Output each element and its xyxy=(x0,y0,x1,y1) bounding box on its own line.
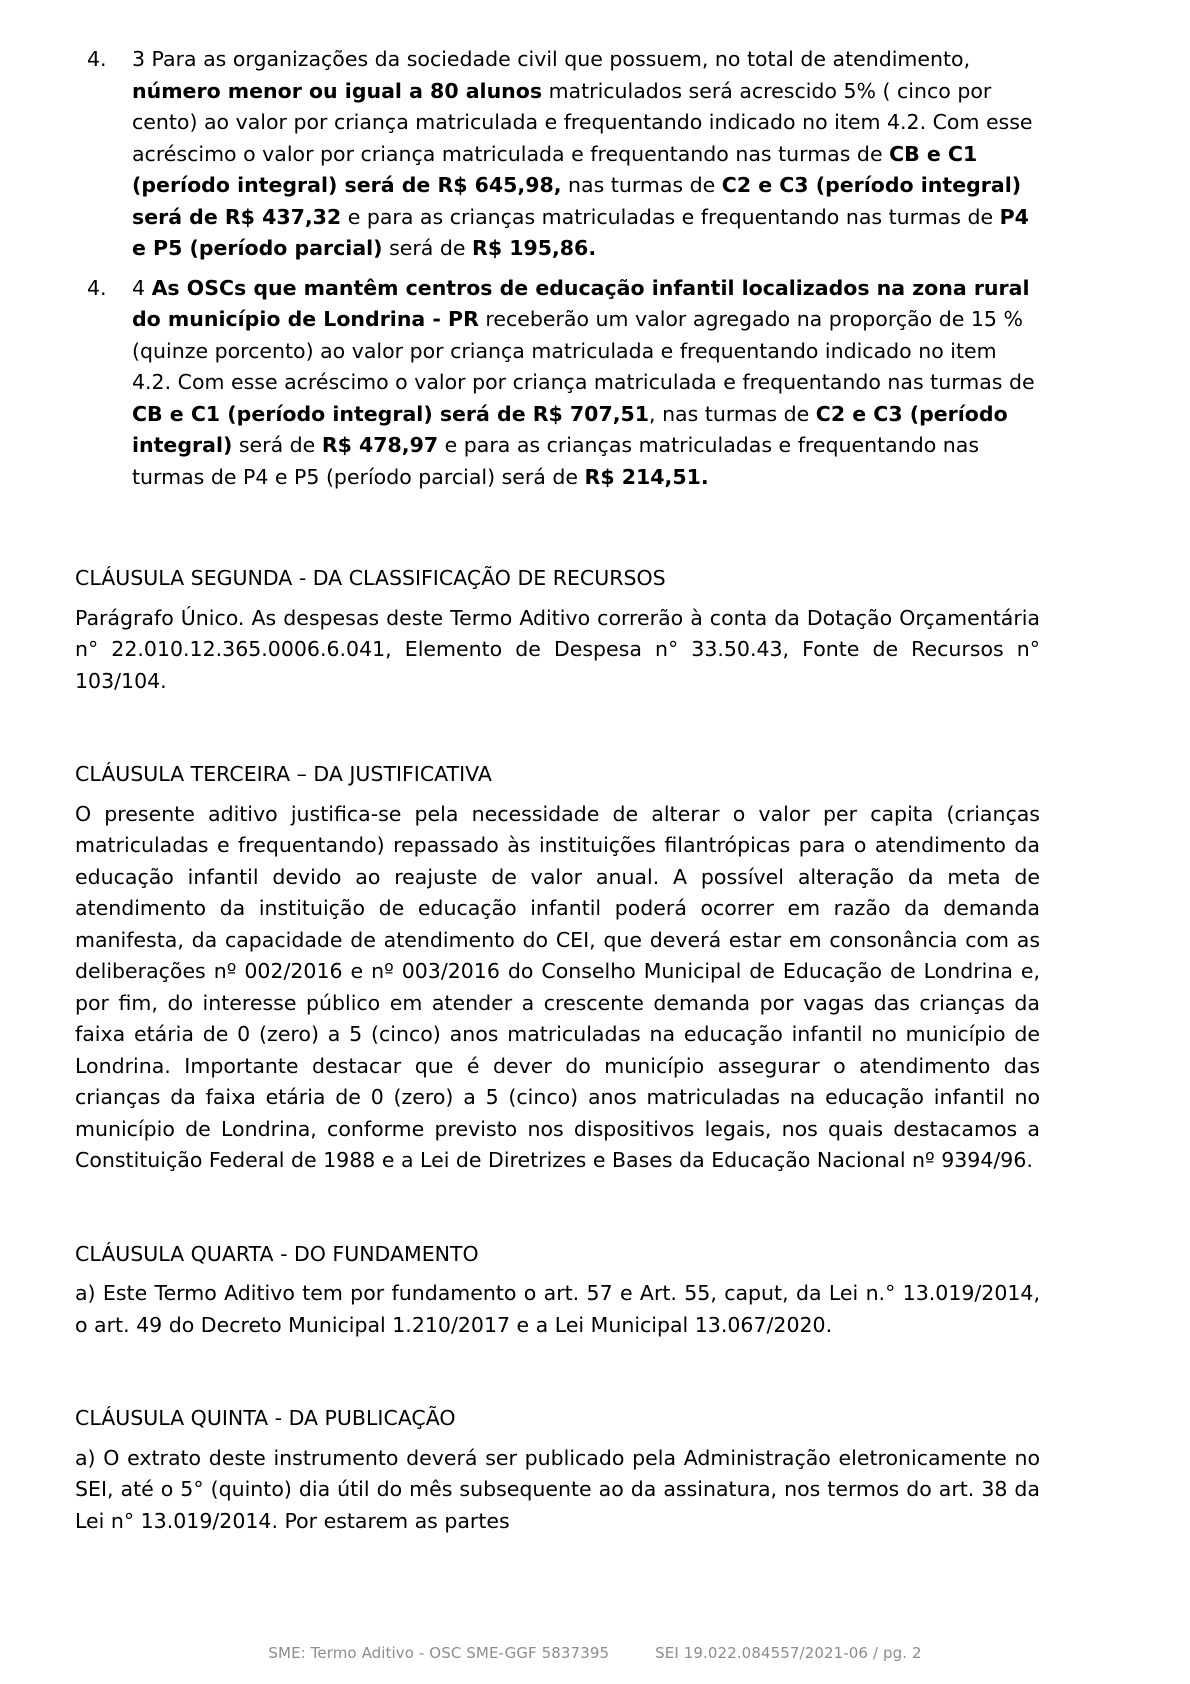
spacer xyxy=(75,791,1040,799)
section-heading-clausula-quarta: CLÁUSULA QUARTA - DO FUNDAMENTO xyxy=(75,1241,479,1266)
plain-text: nas turmas de xyxy=(561,173,722,197)
emphasis-text: P4 e P5 (período parcial) xyxy=(132,204,1029,260)
list-item xyxy=(75,44,1040,265)
section-body-clausula-quinta: a) O extrato deste instrumento deverá ser publicado pela Administração eletronicamente no SEI, até o 5° (quinto) dia útil do mês subsequente ao da assinatura, nos termos do art. 38 da Lei n° 13.019/2014. Por estarem as partes xyxy=(75,1445,1040,1533)
section-body-clausula-terceira: O presente aditivo justifica-se pela necessidade de alterar o valor per capita (crianças matriculadas e frequentando) repassado às instituições filantrópicas para o atendimento da educação infantil devido ao reajuste de valor anual. A possível alteração da meta de atendimento da instituição de educação infantil poderá ocorrer em razão da demanda manifesta, da capacidade de atendimento do CEI, que deverá estar em consonância com as deliberações nº 002/2016 e nº 003/2016 do Conselho Municipal de Educação de Londrina e, por fim, do interesse público em atender a crescente demanda por vagas das crianças da faixa etária de 0 (zero) a 5 (cinco) anos matriculadas na educação infantil no município de Londrina. Importante destacar que é dever do município assegurar o atendimento das crianças da faixa etária de 0 (zero) a 5 (cinco) anos matriculadas na educação infantil no município de Londrina, conforme previsto nos dispositivos legais, nos quais destacamos a Constituição Federal de 1988 e a Lei de Diretrizes e Bases da Educação Nacional nº 9394/96. xyxy=(75,801,1040,1172)
spacer xyxy=(75,1177,1040,1239)
plain-text: e para as crianças matriculadas e frequentando nas turmas de P4 e P5 (período parcial) será de xyxy=(132,433,980,489)
emphasis-text: número menor ou igual a 80 alunos xyxy=(132,78,543,103)
emphasis-text: C2 e C3 (período integral) será de R$ 437,32 xyxy=(132,173,1022,229)
list-item-marker: 4. xyxy=(87,275,107,300)
emphasis-text: R$ 195,86. xyxy=(472,236,597,260)
page-footer xyxy=(0,1644,1190,1662)
emphasis-text: CB e C1 (período integral) será de R$ 707,51 xyxy=(132,401,650,426)
plain-text: será de xyxy=(232,433,322,457)
section-body-clausula-segunda: Parágrafo Único. As despesas deste Termo Aditivo correrão à conta da Dotação Orçamentária n° 22.010.12.365.0006.6.041, Elemento de Despesa n° 33.50.43, Fonte de Recursos n° 103/104. xyxy=(75,605,1040,693)
plain-text: , nas turmas de xyxy=(649,401,816,426)
section-heading-clausula-terceira: CLÁUSULA TERCEIRA – DA JUSTIFICATIVA xyxy=(75,762,492,786)
plain-text: e para as crianças matriculadas e frequentando nas turmas de xyxy=(341,204,1000,229)
emphasis-text: CB e C1 (período integral) será de R$ 645,98, xyxy=(132,141,978,197)
plain-text: matriculados será acrescido 5% ( cinco por cento) ao valor por criança matriculada e frequentando indicado no item 4.2. Com esse acréscimo o valor por criança matriculada e frequentando nas turmas de xyxy=(132,78,1033,166)
list-item xyxy=(75,273,1040,494)
section-heading-clausula-quinta: CLÁUSULA QUINTA - DA PUBLICAÇÃO xyxy=(75,1406,456,1430)
list-item-text xyxy=(132,47,1033,260)
spacer xyxy=(75,1435,1040,1443)
emphasis-text: R$ 478,97 xyxy=(321,433,439,457)
spacer xyxy=(75,501,1040,563)
spacer xyxy=(75,1270,1040,1278)
numbered-clause-list xyxy=(75,44,1040,493)
emphasis-text: As OSCs que mantêm centros de educação infantil localizados na zona rural do município de Londrina - PR xyxy=(132,275,1030,331)
plain-text: 4 xyxy=(132,275,152,300)
list-item-marker: 4. xyxy=(87,47,107,71)
list-item-text xyxy=(132,276,1035,489)
plain-text: será de xyxy=(382,236,473,260)
section-body-clausula-quarta: a) Este Termo Aditivo tem por fundamento o art. 57 e Art. 55, caput, da Lei n.° 13.019/2014, o art. 49 do Decreto Municipal 1.210/2017 e a Lei Municipal 13.067/2020. xyxy=(75,1281,1040,1337)
document-content xyxy=(75,44,1040,1537)
footer-sei-reference: SEI 19.022.084557/2021-06 / pg. 2 xyxy=(655,1644,922,1662)
footer-document-reference: SME: Termo Aditivo - OSC SME-GGF 5837395 xyxy=(268,1644,610,1662)
emphasis-text: R$ 214,51. xyxy=(584,464,709,489)
plain-text: receberão um valor agregado na proporção de 15 % (quinze porcento) ao valor por criança matriculada e frequentando indicado no item 4.2. Com esse acréscimo o valor por criança matriculada e frequentando nas turmas de xyxy=(132,307,1035,394)
spacer xyxy=(75,697,1040,759)
section-heading-clausula-segunda: CLÁUSULA SEGUNDA - DA CLASSIFICAÇÃO DE RECURSOS xyxy=(75,566,666,590)
spacer xyxy=(75,1341,1040,1403)
spacer xyxy=(75,595,1040,603)
emphasis-text: C2 e C3 (período integral) xyxy=(132,401,1008,457)
plain-text: 3 Para as organizações da sociedade civil que possuem, no total de atendimento, xyxy=(132,47,971,71)
